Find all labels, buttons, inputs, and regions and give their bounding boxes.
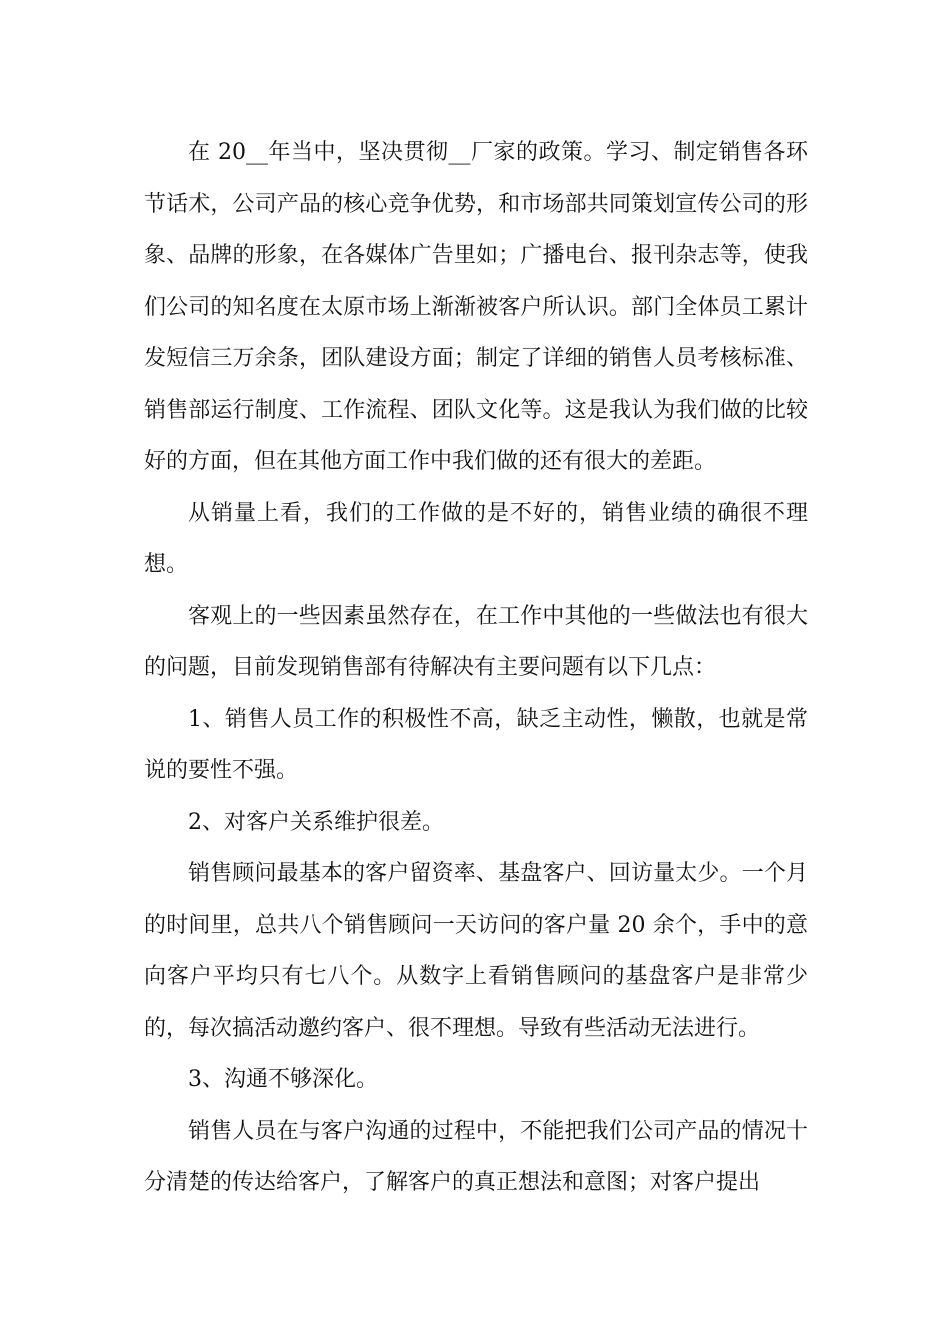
paragraph-communication: 销售人员在与客户沟通的过程中，不能把我们公司产品的情况十分清楚的传达给客户，了解客户的真正想法和意图；对客户提出	[144, 1118, 808, 1195]
paragraph-problems-intro: 客观上的一些因素虽然存在，在工作中其他的一些做法也有很大的问题，目前发现销售部有待解决有主要问题有以下几点：	[144, 603, 808, 680]
list-item-3: 3、沟通不够深化。	[188, 1067, 378, 1092]
list-item-2: 2、对客户关系维护很差。	[188, 809, 444, 835]
paragraph-sales-volume: 从销量上看，我们的工作做的是不好的，销售业绩的确很不理想。	[144, 500, 808, 577]
list-item-1: 1、销售人员工作的积极性不高，缺乏主动性，懒散，也就是常说的要性不强。	[144, 706, 808, 783]
paragraph-intro: 在 20__年当中，坚决贯彻__厂家的政策。学习、制定销售各环节话术，公司产品的核心竞争优势，和市场部共同策划宣传公司的形象、品牌的形象，在各媒体广告里如；广播电台、报刊杂志等，使我们公司的知名度在太原市场上渐渐被客户所认识。部门全体员工累计发短信三万余条，团队建设方面；制定了详细的销售人员考核标准、销售部运行制度、工作流程、团队文化等。这是我认为我们做的比较好的方面，但在其他方面工作中我们做的还有很大的差距。	[144, 140, 808, 474]
document-body	[144, 127, 808, 1209]
paragraph-customer-retention: 销售顾问最基本的客户留资率、基盘客户、回访量太少。一个月的时间里，总共八个销售顾问一天访问的客户量 20 余个，手中的意向客户平均只有七八个。从数字上看销售顾问的基盘客户是非常少的，每次搞活动邀约客户、很不理想。导致有些活动无法进行。	[144, 861, 808, 1041]
